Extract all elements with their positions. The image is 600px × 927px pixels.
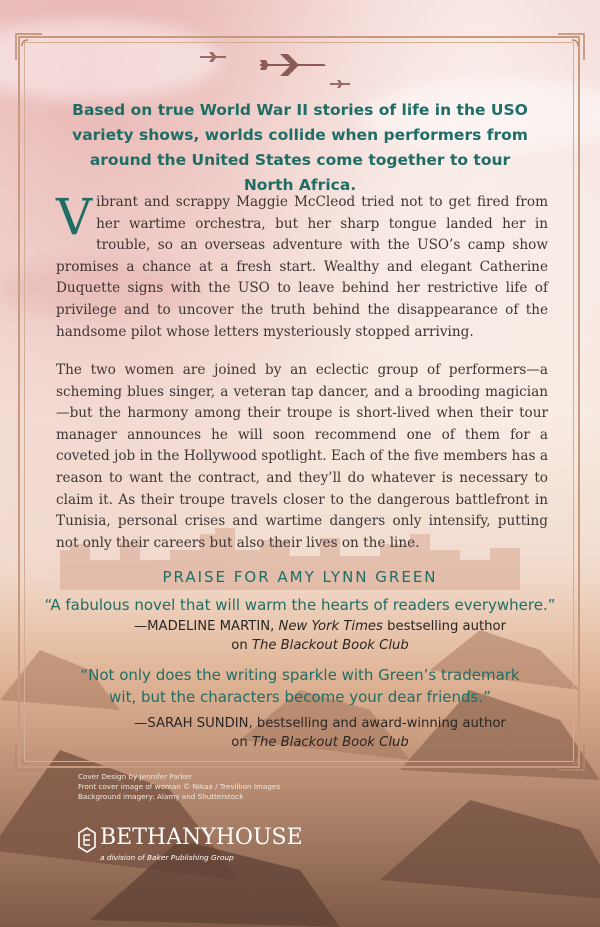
drop-cap: V xyxy=(56,188,93,246)
credit-line: Background imagery: Alamy and Shutterstock xyxy=(78,792,244,801)
credit-line: Cover Design by Jennifer Parker xyxy=(78,772,193,781)
corner-ornament-icon xyxy=(556,32,586,62)
praise-quote-2: “Not only does the writing sparkle with Green’s trademark wit, but the characters become your dear friends.” xyxy=(80,666,520,706)
publisher-emblem-icon xyxy=(78,827,96,853)
praise-attribution-1 xyxy=(120,617,520,655)
attribution-on: on xyxy=(231,638,252,653)
attribution-on: on xyxy=(231,735,252,750)
attribution-book-title: The Blackout Book Club xyxy=(251,735,409,750)
attribution-name: —MADELINE MARTIN, xyxy=(133,619,279,634)
attribution-role: bestselling author xyxy=(382,619,506,634)
credit-line: Front cover image of woman © Nikaa / Trevillion Images xyxy=(78,782,281,791)
description-paragraph-1-text: ibrant and scrappy Maggie McCleod tried not to get fired from her wartime orchestra, but her sharp tongue landed her in trouble, so an overseas adventure with the USO’s camp show promises a chance at a fresh start. Wealthy and elegant Catherine Duquette signs with the USO to leave behind her restrictive life of privilege and to uncover the truth behind the disappearance of the handsome pilot whose letters mysteriously stopped arriving. xyxy=(56,194,548,340)
corner-ornament-icon xyxy=(14,32,44,62)
praise-heading: PRAISE FOR AMY LYNN GREEN xyxy=(162,568,438,586)
attribution-publication: New York Times xyxy=(278,619,383,634)
publisher-subtitle: a division of Baker Publishing Group xyxy=(100,853,234,862)
description-paragraph-1 xyxy=(56,188,548,343)
publisher-logo xyxy=(78,823,318,869)
image-credits xyxy=(78,772,338,802)
praise-quote-1: “A fabulous novel that will warm the hearts of readers everywhere.” xyxy=(44,596,556,614)
tagline: Based on true World War II stories of life in the USO variety shows, worlds collide when performers from around the United States come together to tour North Africa. xyxy=(72,101,528,194)
praise-attribution-2 xyxy=(110,714,530,752)
attribution-book-title: The Blackout Book Club xyxy=(251,638,409,653)
attribution-name: —SARAH SUNDIN, bestselling and award-winning author xyxy=(134,716,506,731)
description-paragraph-2: The two women are joined by an eclectic group of performers—a scheming blues singer, a veteran tap dancer, and a brooding magician—but the harmony among their troupe is short-lived when their tour manager announces he will soon recommend one of them for a coveted job in the Hollywood spotlight. Each of the five members has a reason to want the contract, and they’ll do whatever is necessary to claim it. As their troupe travels closer to the dangerous battlefront in Tunisia, personal crises and wartime dangers only intensify, putting not only their careers but also their lives on the line. xyxy=(56,362,548,551)
corner-ornament-icon xyxy=(556,742,586,772)
corner-ornament-icon xyxy=(14,742,44,772)
publisher-name: BETHANYHOUSE xyxy=(100,825,303,850)
